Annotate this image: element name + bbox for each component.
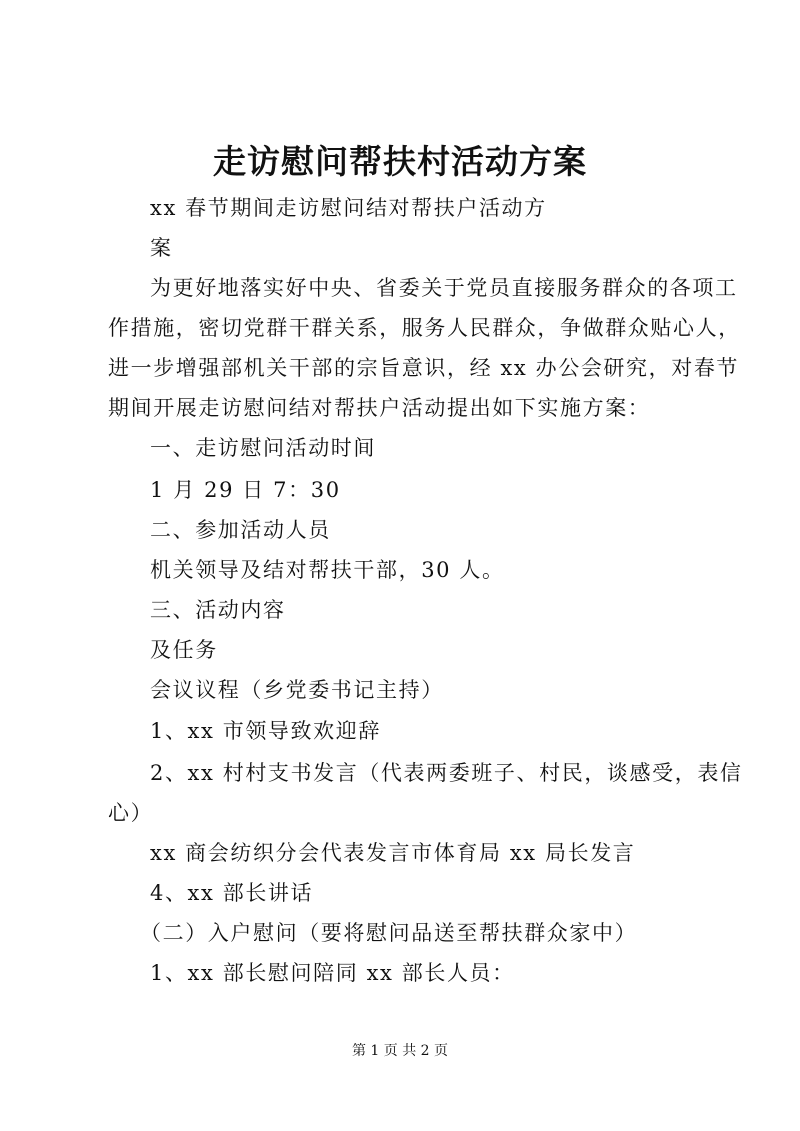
- paragraph-line: 作措施，密切党群干群关系，服务人民群众，争做群众贴心人，: [108, 316, 741, 340]
- section-heading: （二）入户慰问（要将慰问品送至帮扶群众家中）: [140, 921, 638, 945]
- paragraph-line: 会议议程（乡党委书记主持）: [150, 678, 444, 702]
- paragraph-line: 心）: [108, 801, 154, 825]
- paragraph-line: 4、xx 部长讲话: [150, 881, 314, 905]
- paragraph-line: xx 商会纺织分会代表发言市体育局 xx 局长发言: [150, 841, 636, 865]
- paragraph-line: xx 春节期间走访慰问结对帮扶户活动方: [150, 196, 547, 220]
- paragraph-line: 案: [150, 236, 173, 260]
- paragraph-line: 为更好地落实好中央、省委关于党员直接服务群众的各项工: [150, 276, 738, 300]
- section-heading: 三、活动内容: [150, 598, 286, 622]
- page-footer: 第 1 页 共 2 页: [351, 1043, 449, 1059]
- section-heading: 二、参加活动人员: [150, 518, 331, 542]
- paragraph-line: 期间开展走访慰问结对帮扶户活动提出如下实施方案：: [108, 396, 651, 420]
- section-heading: 一、走访慰问活动时间: [150, 436, 376, 460]
- paragraph-line: 及任务: [150, 638, 218, 662]
- document-title: 走访慰问帮扶村活动方案: [213, 142, 587, 181]
- paragraph-line: 1、xx 部长慰问陪同 xx 部长人员：: [150, 961, 515, 985]
- paragraph-line: 1、xx 市领导致欢迎辞: [150, 719, 381, 743]
- paragraph-line: 机关领导及结对帮扶干部，30 人。: [150, 558, 505, 582]
- paragraph-line: 进一步增强部机关干部的宗旨意识，经 xx 办公会研究，对春节: [108, 356, 740, 380]
- paragraph-line: 2、xx 村村支书发言（代表两委班子、村民，谈感受，表信: [150, 761, 743, 785]
- paragraph-line: 1 月 29 日 7：30: [150, 478, 341, 502]
